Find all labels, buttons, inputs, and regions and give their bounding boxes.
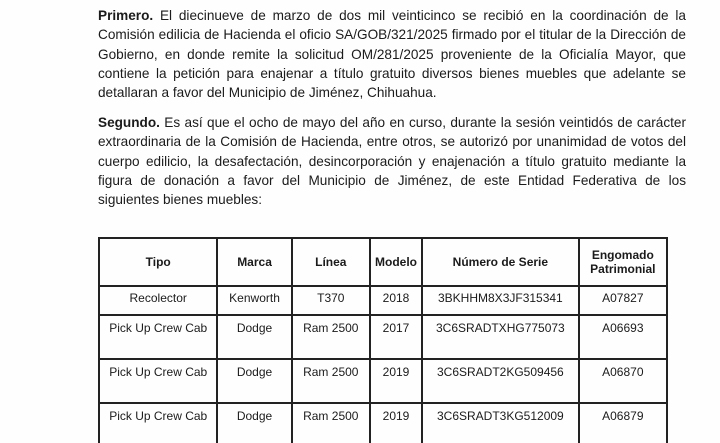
cell-modelo: 2019	[370, 359, 422, 403]
cell-marca: Dodge	[217, 315, 291, 359]
paragraph-segundo	[98, 113, 686, 209]
table-row	[99, 286, 667, 315]
cell-engomado: A06879	[579, 403, 667, 443]
cell-serie: 3BKHHM8X3JF315341	[422, 286, 579, 315]
cell-modelo: 2019	[370, 403, 422, 443]
paragraph-primero	[98, 6, 686, 102]
table-row	[99, 359, 667, 403]
assets-table	[98, 237, 668, 443]
cell-tipo: Pick Up Crew Cab	[99, 315, 217, 359]
paragraph-heading: Segundo.	[98, 115, 160, 130]
cell-modelo: 2018	[370, 286, 422, 315]
paragraph-heading: Primero.	[98, 8, 154, 23]
paragraph-text: Es así que el ocho de mayo del año en curso, durante la sesión veintidós de carácter extraordinaria de la Comisión de Hacienda, entre otros, se autorizó por unanimidad de votos del cuerpo edilicio, la desafectación, desincorporación y enajenación a título gratuito mediante la figura de donación a favor del Municipio de Jiménez, de este Entidad Federativa de los siguientes bienes muebles:	[98, 115, 686, 208]
paragraph-text: El diecinueve de marzo de dos mil veinticinco se recibió en la coordinación de la Comisión edilicia de Hacienda el oficio SA/GOB/321/2025 firmado por el titular de la Dirección de Gobierno, en donde remite la solicitud OM/281/2025 proveniente de la Oficialía Mayor, que contiene la petición para enajenar a título gratuito diversos bienes muebles que adelante se detallaran a favor del Municipio de Jiménez, Chihuahua.	[98, 8, 686, 101]
cell-linea: Ram 2500	[292, 315, 370, 359]
header-serie: Número de Serie	[422, 238, 579, 286]
table-header-row	[99, 238, 667, 286]
header-modelo: Modelo	[370, 238, 422, 286]
cell-engomado: A06693	[579, 315, 667, 359]
cell-marca: Dodge	[217, 359, 291, 403]
cell-tipo: Pick Up Crew Cab	[99, 403, 217, 443]
table-row	[99, 315, 667, 359]
table-row	[99, 403, 667, 443]
cell-linea: Ram 2500	[292, 403, 370, 443]
cell-modelo: 2017	[370, 315, 422, 359]
cell-tipo: Recolector	[99, 286, 217, 315]
cell-marca: Dodge	[217, 403, 291, 443]
cell-serie: 3C6SRADT2KG509456	[422, 359, 579, 403]
cell-engomado: A07827	[579, 286, 667, 315]
cell-linea: T370	[292, 286, 370, 315]
header-linea: Línea	[292, 238, 370, 286]
cell-serie: 3C6SRADTXHG775073	[422, 315, 579, 359]
cell-serie: 3C6SRADT3KG512009	[422, 403, 579, 443]
cell-marca: Kenworth	[217, 286, 291, 315]
header-marca: Marca	[217, 238, 291, 286]
cell-linea: Ram 2500	[292, 359, 370, 403]
cell-engomado: A06870	[579, 359, 667, 403]
cell-tipo: Pick Up Crew Cab	[99, 359, 217, 403]
header-tipo: Tipo	[99, 238, 217, 286]
header-engomado: Engomado Patrimonial	[579, 238, 667, 286]
